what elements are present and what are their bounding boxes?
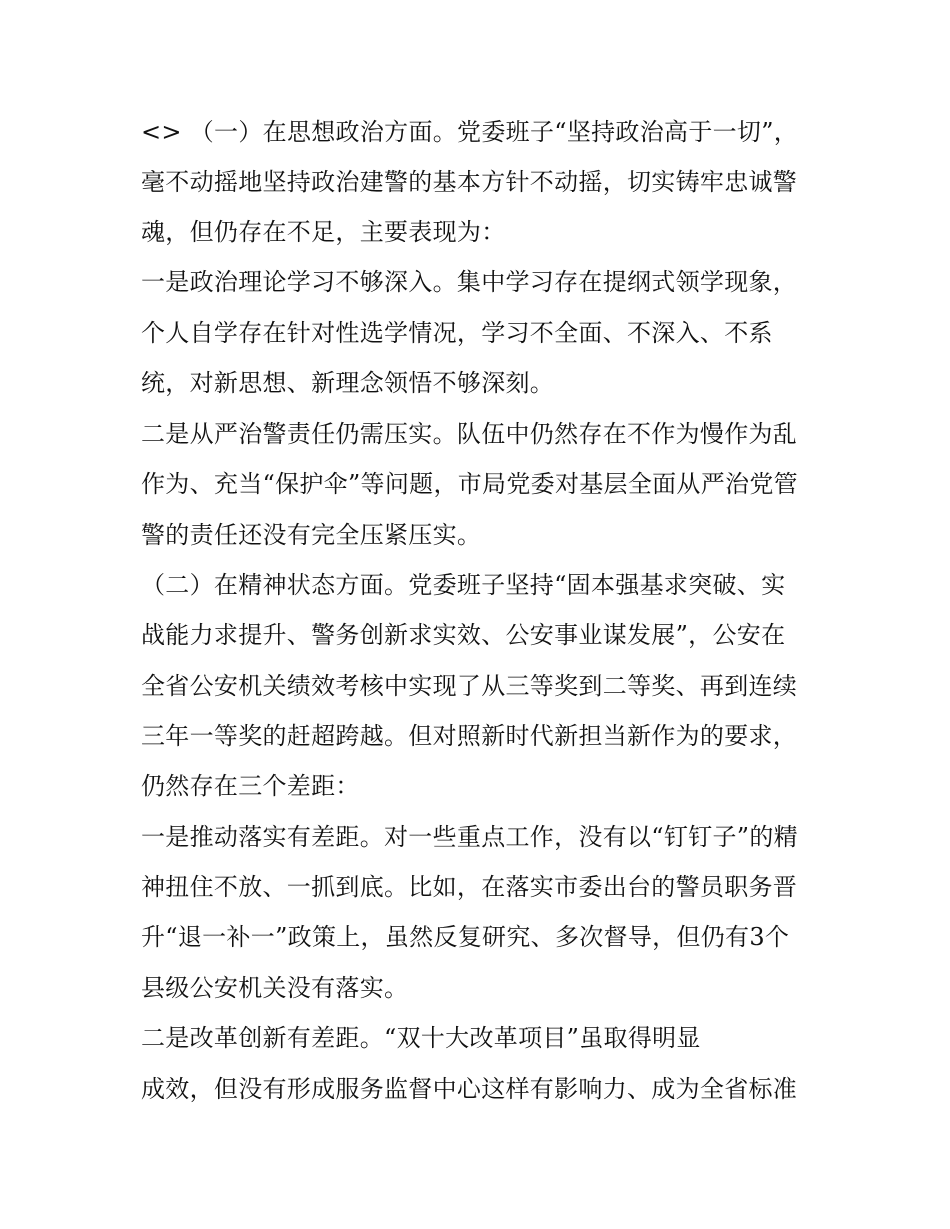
text-line: 一是政治理论学习不够深入。集中学习存在提纲式领学现象， [141, 268, 798, 296]
text-line: 统，对新思想、新理念领悟不够深刻。 [141, 369, 555, 397]
text-line: 警的责任还没有完全压紧压实。 [141, 521, 482, 549]
text-line: 成效，但没有形成服务监督中心这样有影响力、成为全省标准 [141, 1075, 798, 1103]
text-line: 仍然存在三个差距： [141, 772, 360, 800]
text-line: 县级公安机关没有落实。 [141, 974, 409, 1002]
text-line: 二是从严治警责任仍需压实。队伍中仍然存在不作为慢作为乱 [141, 420, 798, 448]
text-line: 毫不动摇地坚持政治建警的基本方针不动摇，切实铸牢忠诚警 [141, 168, 798, 196]
text-line: 升“退一补一”政策上，虽然反复研究、多次督导，但仍有3个 [141, 923, 790, 951]
text-line: 三年一等奖的赶超跨越。但对照新时代新担当新作为的要求， [141, 722, 798, 750]
text-line: 战能力求提升、警务创新求实效、公安事业谋发展”，公安在 [141, 621, 786, 649]
text-line: 神扭住不放、一抓到底。比如，在落实市委出台的警员职务晋 [141, 873, 798, 901]
text-line: （二）在精神状态方面。党委班子坚持“固本强基求突破、实 [141, 571, 786, 599]
text-line: 个人自学存在针对性选学情况，学习不全面、不深入、不系 [141, 319, 773, 347]
text-line: 魂，但仍存在不足，主要表现为： [141, 218, 506, 246]
text-line: 二是改革创新有差距。“双十大改革项目”虽取得明显 [141, 1024, 701, 1052]
text-line: 一是推动落实有差距。对一些重点工作，没有以“钉钉子”的精 [141, 823, 798, 851]
text-line: 全省公安机关绩效考核中实现了从三等奖到二等奖、再到连续 [141, 672, 798, 700]
text-line: 作为、充当“保护伞”等问题，市局党委对基层全面从严治党管 [141, 470, 798, 498]
text-line: <> （一）在思想政治方面。党委班子“坚持政治高于一切”， [141, 118, 799, 146]
